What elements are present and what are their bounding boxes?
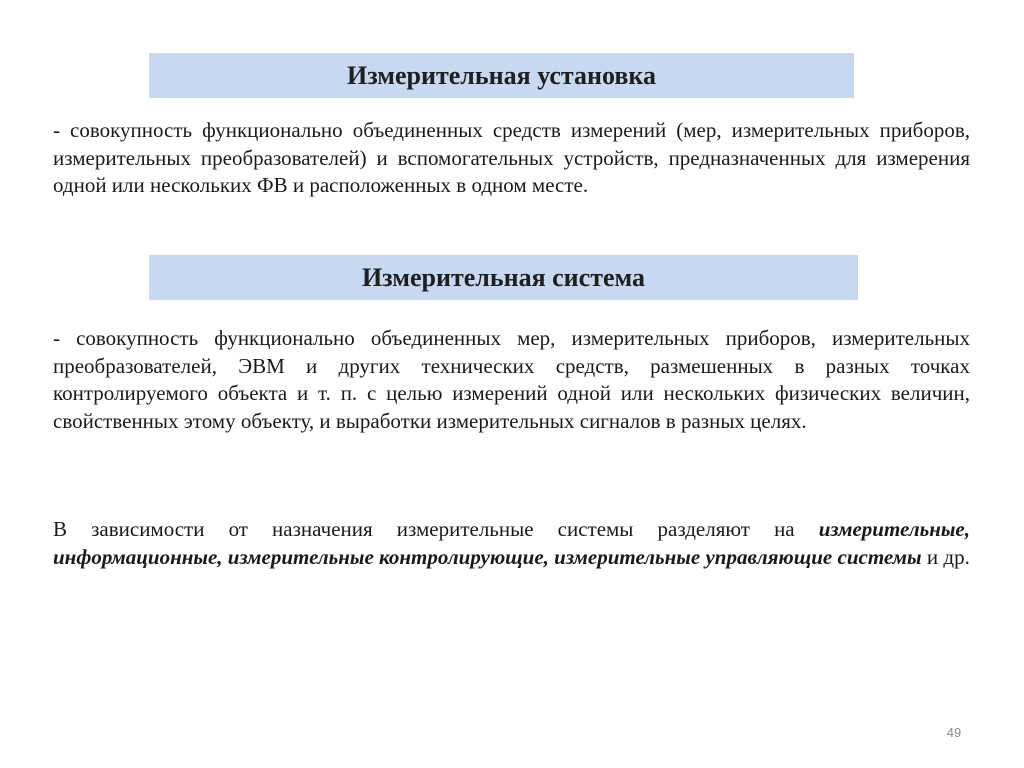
classification-paragraph (53, 516, 970, 571)
heading-measuring-system (149, 255, 858, 300)
classification-emphasis: измерительные, информационные, измерительные контролирующие, измерительные управляющие системы (53, 517, 970, 569)
heading-measuring-system-text: Измерительная система (361, 262, 646, 292)
heading-measuring-installation-text: Измерительная установка (347, 60, 656, 90)
heading-measuring-installation (149, 53, 854, 98)
classification-ending: и др. (921, 544, 970, 569)
classification-intro: В зависимости от назначения измерительные системы разделяют на (53, 517, 819, 541)
definition-measuring-system: - совокупность функционально объединенных мер, измерительных приборов, измерительных преобразователей, ЭВМ и других технических средств, размешенных в разных точках контролируемого объекта и т. п. с целью измерений одной или нескольких физических величин, свойственных этому объекту, и выработки измерительных сигналов в разных целях. (53, 326, 970, 433)
definition-measuring-installation: - совокупность функционально объединенных средств измерений (мер, измерительных приборов, измерительных преобразователей) и вспомогательных устройств, предназначенных для измерения одной или нескольких ФВ и расположенных в одном месте. (53, 118, 970, 197)
page-number: 49 (946, 725, 962, 740)
